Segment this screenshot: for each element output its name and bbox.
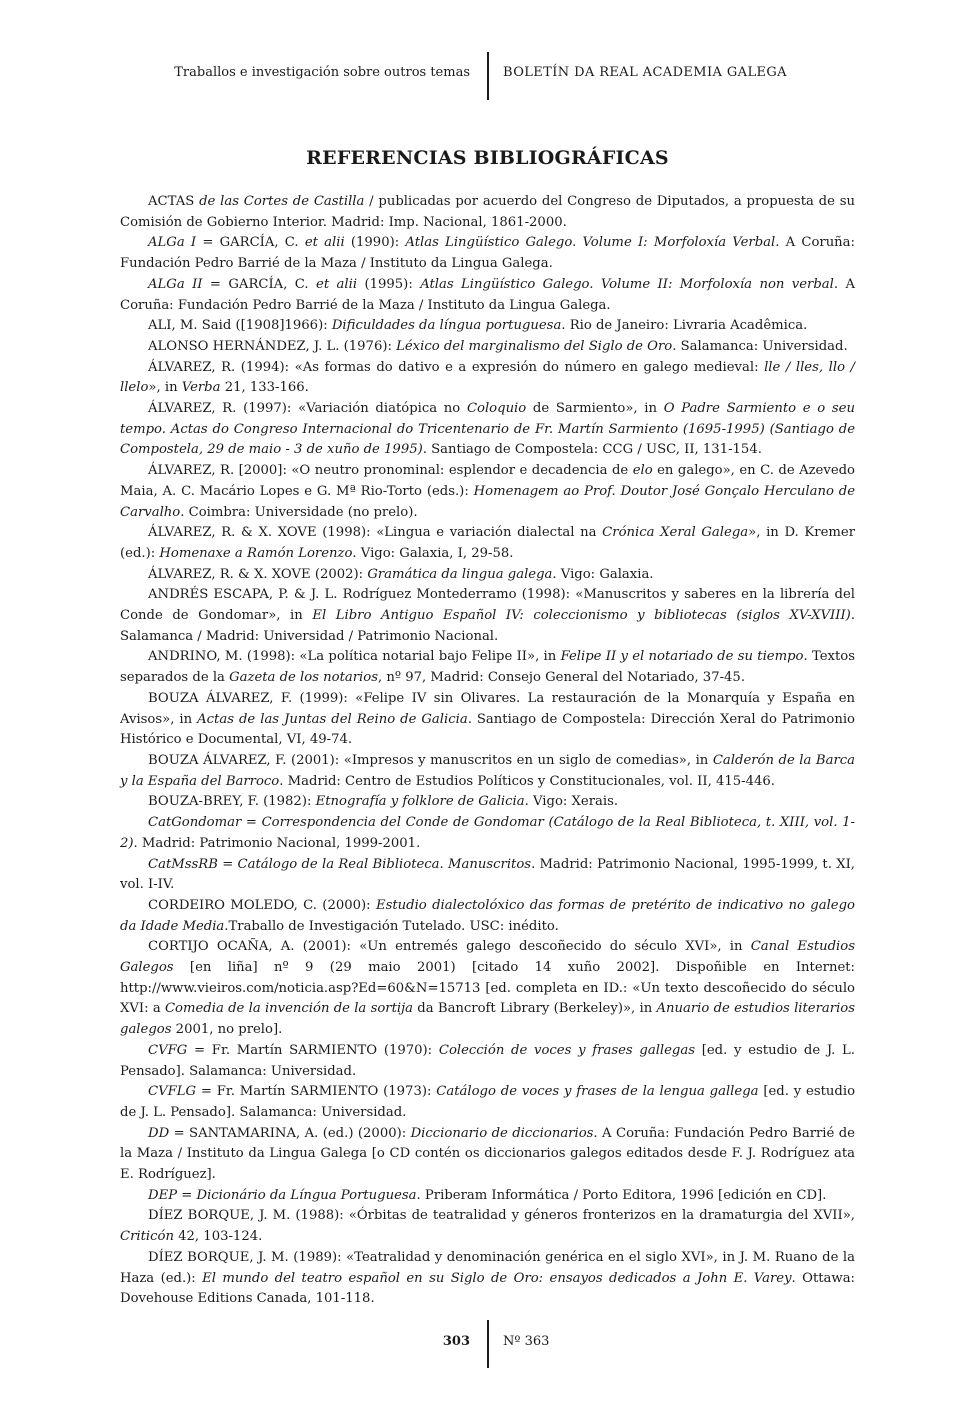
reference-entry — [120, 275, 855, 316]
reference-text: ALI, M. Said ([1908]1966): — [148, 318, 332, 334]
reference-italic-text: CVFLG — [148, 1084, 197, 1100]
reference-italic-text: Verba — [181, 380, 221, 396]
reference-italic-text: Estudio dialectolóxico das formas de pretérito de indicativo no galego da Idade Media — [120, 897, 855, 934]
reference-text: . Coimbra: Universidade (no prelo). — [180, 504, 418, 520]
reference-text: , nº 97, Madrid: Consejo General del Notariado, 37-45. — [377, 670, 746, 686]
reference-entry — [120, 337, 855, 358]
running-head — [0, 52, 975, 100]
reference-text: . A Coruña: Fundación Pedro Barrié de la Maza / Instituto da Lingua Galega [o CD contén os diccionarios galegos editados desde F. J. Rodríguez ata E. Rodríguez]. — [120, 1125, 855, 1183]
reference-text: [ed. y estudio de J. L. Pensado]. Salamanca: Universidad. — [120, 1042, 855, 1079]
reference-entry — [120, 233, 855, 274]
reference-text: 2001, no prelo]. — [171, 1022, 283, 1038]
reference-italic-text: Homenaxe a Ramón Lorenzo — [159, 545, 353, 561]
reference-text: . Salamanca / Madrid: Universidad / Patrimonio Nacional. — [120, 608, 856, 644]
reference-entry — [120, 937, 855, 1041]
reference-italic-text: O Padre Sarmiento e o seu tempo. Actas do Congreso Internacional do Tricentenario de Fr. Martín Sarmiento (1695-1995) (Santiago de Compostela, 29 de maio - 3 de xuño de 1995) — [120, 401, 855, 458]
reference-italic-text: et alii — [304, 235, 345, 251]
reference-italic-text: Catálogo de la Real Biblioteca. Manuscritos — [237, 856, 532, 872]
reference-italic-text: Catálogo de voces y frases de la lengua gallega — [436, 1084, 759, 1100]
reference-italic-text: lle / lles, llo / llelo — [120, 359, 856, 396]
reference-italic-text: Gazeta de los notarios — [229, 670, 378, 686]
reference-italic-text: ALGa II — [148, 276, 203, 292]
reference-entry — [120, 647, 855, 688]
reference-italic-text: Atlas Lingüístico Galego. Volume I: Morfoloxía Verbal — [405, 235, 776, 251]
reference-entry — [120, 316, 855, 337]
reference-text: 42, 103-124. — [173, 1229, 263, 1245]
reference-text: 21, 133-166. — [220, 380, 309, 396]
reference-text: . Textos separados de la — [120, 649, 855, 686]
reference-text: = — [217, 856, 238, 872]
running-head-section: Traballos e investigación sobre outros temas — [174, 65, 470, 80]
reference-italic-text: El mundo del teatro español en su Siglo de Oro: ensayos dedicados a John E. Varey — [202, 1270, 792, 1286]
reference-italic-text: Calderón de la Barca y la España del Barroco — [120, 752, 855, 789]
reference-italic-text: de las Cortes de Castilla — [199, 194, 365, 209]
reference-text: », in D. Kremer (ed.): — [120, 525, 855, 561]
reference-text: / publicadas por acuerdo del Congreso de Diputados, a propuesta de su Comisión de Gobierno Interior. Madrid: Imp. Nacional, 1861-2000. — [120, 194, 855, 230]
reference-italic-text: DD — [148, 1125, 170, 1141]
reference-text: ÁLVAREZ, R. (1994): «As formas do dativo e a expresión do número en galego medieval: — [148, 359, 765, 375]
reference-text: = GARCÍA, C. — [196, 235, 305, 251]
reference-italic-text: Comedia de la invención de la sortija — [164, 1001, 414, 1017]
reference-entry — [120, 689, 855, 751]
reference-italic-text: Homenagem ao Prof. Doutor José Gonçalo Herculano de Carvalho — [120, 483, 855, 520]
reference-text: BOUZA ÁLVAREZ, F. (1999): «Felipe IV sin Olivares. La restauración de la Monarquía y España en Avisos», in — [120, 690, 855, 727]
reference-entry — [120, 1082, 855, 1123]
running-head-journal: BOLETÍN DA REAL ACADEMIA GALEGA — [503, 65, 787, 80]
running-head-divider — [487, 52, 489, 100]
reference-italic-text: Crónica Xeral Galega — [602, 525, 749, 541]
reference-entry — [120, 585, 855, 647]
reference-text: ÁLVAREZ, R. [2000]: «O neutro pronominal: esplendor e decadencia de — [148, 463, 633, 479]
reference-entry — [120, 1186, 855, 1207]
reference-italic-text: CVFG — [148, 1042, 188, 1058]
reference-entry — [120, 358, 855, 399]
reference-entry — [120, 1124, 855, 1186]
reference-entry — [120, 192, 855, 233]
reference-text: da Bancroft Library (Berkeley)», in — [413, 1001, 657, 1017]
reference-text: . Santiago de Compostela: CCG / USC, II, 131-154. — [422, 442, 762, 458]
reference-text: BOUZA-BREY, F. (1982): — [148, 794, 316, 810]
reference-text: . Ottawa: Dovehouse Editions Canada, 101-118. — [120, 1270, 856, 1307]
reference-text: .Traballo de Investigación Tutelado. USC: inédito. — [224, 918, 559, 934]
reference-italic-text: CatGondomar = Correspondencia del Conde de Gondomar (Catálogo de la Real Biblioteca, t. XIII, vol. 1-2) — [120, 815, 855, 851]
reference-italic-text: Anuario de estudios literarios galegos — [120, 1001, 856, 1038]
reference-text: DÍEZ BORQUE, J. M. (1988): «Órbitas de teatralidad y géneros fronterizos en la dramaturgia del XVII», — [148, 1208, 855, 1224]
reference-text: DÍEZ BORQUE, J. M. (1989): «Teatralidad y denominación genérica en el siglo XVI», in J. M. Ruano de la Haza (ed.): — [120, 1249, 855, 1286]
reference-text: . Vigo: Xerais. — [524, 794, 619, 810]
reference-italic-text: Etnografía y folklore de Galicia — [315, 794, 525, 810]
reference-italic-text: CatMssRB — [148, 856, 218, 872]
reference-text: = Fr. Martín SARMIENTO (1973): — [196, 1084, 437, 1100]
reference-entry — [120, 565, 855, 586]
reference-text: = Fr. Martín SARMIENTO (1970): — [187, 1042, 439, 1058]
reference-text: (1990): — [344, 235, 406, 251]
reference-text: en galego», en C. de Azevedo Maia, A. C. Macário Lopes e G. Mª Rio-Torto (eds.): — [120, 463, 855, 499]
reference-text: ÁLVAREZ, R. (1997): «Variación diatópica no — [148, 401, 467, 417]
reference-italic-text: Gramática da lingua galega — [367, 566, 553, 582]
reference-italic-text: Felipe II y el notariado de su tiempo — [560, 649, 804, 665]
reference-text: . Priberam Informática / Porto Editora, 1996 [edición en CD]. — [416, 1187, 827, 1203]
reference-italic-text: Atlas Lingüístico Galego. Volume II: Morfoloxía non verbal — [420, 276, 834, 292]
reference-italic-text: elo — [632, 463, 653, 479]
footer-divider — [487, 1320, 489, 1368]
reference-entry — [120, 855, 855, 896]
reference-text: [en liña] nº 9 (29 maio 2001) [citado 14 xuño 2002]. Dispoñible en Internet: http://www.vieiros.com/noticia.asp?Ed=60&N=15713 [ed. completa en ID.: «Un texto descoñecido do século XVI: a — [120, 960, 855, 1017]
reference-text: . Madrid: Centro de Estudios Políticos y Constitucionales, vol. II, 415-446. — [279, 773, 775, 789]
reference-italic-text: Actas de las Juntas del Reino de Galicia — [197, 711, 468, 727]
reference-italic-text: Canal Estudios Galegos — [120, 939, 855, 976]
reference-text: BOUZA ÁLVAREZ, F. (2001): «Impresos y manuscritos en un siglo de comedias», in — [148, 752, 713, 768]
reference-italic-text: Léxico del marginalismo del Siglo de Oro — [396, 338, 673, 354]
reference-italic-text: DEP = Dicionário da Língua Portuguesa — [148, 1187, 417, 1203]
reference-text: . Madrid: Patrimonio Nacional, 1999-2001. — [133, 835, 421, 851]
reference-entry — [120, 461, 855, 523]
reference-text: = SANTAMARINA, A. (ed.) (2000): — [169, 1125, 411, 1141]
reference-text: = GARCÍA, C. — [202, 276, 317, 292]
reference-text: CORTIJO OCAÑA, A. (2001): «Un entremés galego descoñecido do século XVI», in — [148, 939, 751, 955]
reference-entry — [120, 523, 855, 564]
reference-text: CORDEIRO MOLEDO, C. (2000): — [148, 897, 376, 913]
reference-text: », in — [148, 380, 182, 396]
reference-text: . A Coruña: Fundación Pedro Barrié de la Maza / Instituto da Lingua Galega. — [120, 235, 855, 272]
reference-italic-text: Colección de voces y frases gallegas — [438, 1042, 695, 1058]
reference-text: ÁLVAREZ, R. & X. XOVE (1998): «Lingua e variación dialectal na — [148, 525, 603, 541]
reference-list — [120, 192, 855, 1310]
reference-text: . Vigo: Galaxia. — [552, 566, 654, 582]
reference-entry — [120, 399, 855, 461]
reference-italic-text: Coloquio — [466, 401, 527, 417]
reference-text: (1995): — [357, 276, 421, 292]
reference-text: [ed. y estudio de J. L. Pensado]. Salamanca: Universidad. — [120, 1084, 856, 1120]
reference-entry — [120, 751, 855, 792]
reference-text: ANDRÉS ESCAPA, P. & J. L. Rodríguez Montederramo (1998): «Manuscritos y saberes en la librería del Conde de Gondomar», in — [120, 587, 855, 624]
reference-text: . A Coruña: Fundación Pedro Barrié de la Maza / Instituto da Lingua Galega. — [120, 276, 856, 313]
reference-text: ACTAS — [148, 194, 200, 209]
section-title: REFERENCIAS BIBLIOGRÁFICAS — [306, 147, 669, 169]
reference-italic-text: El Libro Antiguo Español IV: coleccionismo y bibliotecas (siglos XV-XVIII) — [312, 608, 851, 624]
reference-italic-text: et alii — [316, 276, 358, 292]
reference-entry — [120, 1206, 855, 1247]
page-number: 303 — [442, 1334, 470, 1349]
reference-italic-text: ALGa I — [148, 235, 197, 251]
page-footer — [0, 1320, 975, 1368]
reference-entry — [120, 896, 855, 937]
reference-text: . Rio de Janeiro: Livraria Acadêmica. — [561, 318, 808, 334]
reference-text: de Sarmiento», in — [526, 401, 664, 417]
reference-text: . Madrid: Patrimonio Nacional, 1995-1999, t. XI, vol. I-IV. — [120, 856, 855, 893]
reference-text: ALONSO HERNÁNDEZ, J. L. (1976): — [148, 338, 397, 354]
reference-entry — [120, 792, 855, 813]
reference-text: ÁLVAREZ, R. & X. XOVE (2002): — [148, 566, 368, 582]
reference-italic-text: Criticón — [120, 1229, 174, 1245]
reference-italic-text: Diccionario de diccionarios — [410, 1125, 594, 1141]
reference-entry — [120, 1041, 855, 1082]
reference-entry — [120, 1248, 855, 1310]
reference-text: . Vigo: Galaxia, I, 29-58. — [352, 545, 514, 561]
reference-entry — [120, 813, 855, 854]
reference-italic-text: Dificuldades da língua portuguesa — [331, 318, 562, 334]
reference-text: . Salamanca: Universidad. — [672, 338, 848, 354]
reference-text: . Santiago de Compostela: Dirección Xeral do Patrimonio Histórico e Documental, VI, 49-74. — [120, 711, 855, 748]
reference-text: ANDRINO, M. (1998): «La política notarial bajo Felipe II», in — [148, 649, 561, 665]
issue-number: Nº 363 — [503, 1334, 550, 1349]
